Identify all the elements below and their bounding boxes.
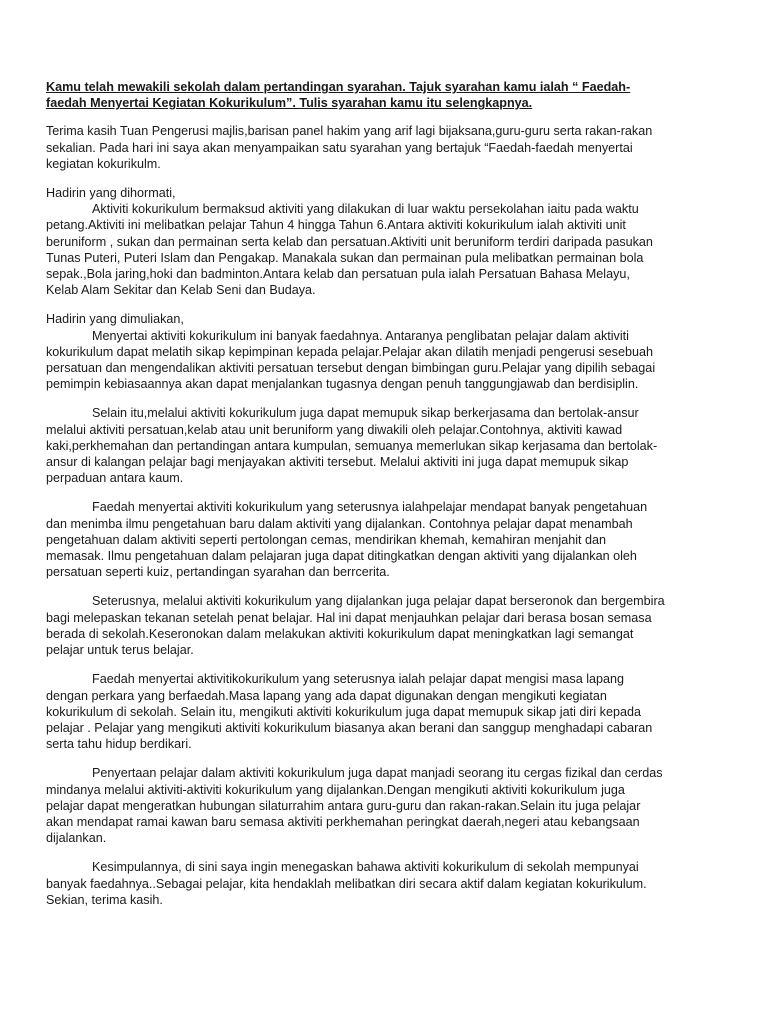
paragraph-conclusion: Kesimpulannya, di sini saya ingin menegaskan bahawa aktiviti kokurikulum di sekolah mempunyai banyak faedahnya..Sebagai pelajar, kita hendaklah melibatkan diri secara aktif dalam kegiatan kokurikulum. Sekian, terima kasih. [46,860,647,907]
salutation-dihormati: Hadirin yang dihormati, [46,186,176,201]
paragraph-enjoyment: Seterusnya, melalui aktiviti kokurikulum yang dijalankan juga pelajar dapat berseronok dan bergembira bagi melepaskan tekanan setelah penat belajar. Hal ini dapat menjauhkan pelajar dari berasa bosan semasa berada di sekolah.Keseronokan dalam melakukan aktiviti kokurikulum dapat meningkatkan lagi semangat pelajar untuk terus belajar. [46,594,665,658]
paragraph-fitness: Penyertaan pelajar dalam aktiviti kokurikulum juga dapat manjadi seorang itu cergas fizikal dan cerdas mindanya melalui aktiviti-aktiviti kokurikulum yang dijalankan.Dengan mengikuti aktiviti kokurikulum juga pelajar dapat mengeratkan hubungan silaturrahim antara guru-guru dan rakan-rakan.Selain itu juga pelajar akan mendapat ramai kawan baru semasa aktiviti perkhemahan peringkat daerah,negeri atau kebangsaan dijalankan. [46,766,663,846]
paragraph-definition: Aktiviti kokurikulum bermaksud aktiviti yang dilakukan di luar waktu persekolahan iaitu pada waktu petang.Aktiviti ini melibatkan pelajar Tahun 4 hingga Tahun 6.Antara aktiviti kokurikulum ialah aktiviti unit beruniform , sukan dan permainan serta kelab dan persatuan.Aktiviti unit beruniform terdiri daripada pasukan Tunas Puteri, Puteri Islam dan Pengakap. Manakala sukan dan permainan pula melibatkan permainan bola sepak.,Bola jaring,hoki dan badminton.Antara kelab dan persatuan pula ialah Persatuan Bahasa Melayu, Kelab Alam Sekitar dan Kelab Seni dan Budaya. [46,202,653,298]
section-1 [46,185,736,298]
paragraph-leadership: Menyertai aktiviti kokurikulum ini banyak faedahnya. Antaranya penglibatan pelajar dalam aktiviti kokurikulum dapat melatih sikap kepimpinan kepada pelajar.Pelajar akan dilatih menjadi pengerusi sesebuah persatuan dan mengendalikan aktiviti persatuan tersebut dengan bimbingan guru.Pelajar yang dipilih sebagai pemimpin kebiasaannya akan dapat menjalankan tugasnya dengan penuh tanggungjawab dan berdisiplin. [46,328,656,392]
salutation-dimuliakan: Hadirin yang dimuliakan, [46,312,184,327]
paragraph-leisure: Faedah menyertai aktivitikokurikulum yang seterusnya ialah pelajar dapat mengisi masa lapang dengan perkara yang berfaedah.Masa lapang yang ada dapat digunakan dengan mengikuti kegiatan kokurikulum di sekolah. Selain itu, mengikuti aktiviti kokurikulum juga dapat memupuk sikap jati diri kepada pelajar . Pelajar yang mengikuti aktiviti kokurikulum biasanya akan berani dan sanggup menghadapi cabaran serta tahu hidup berdikari. [46,672,653,752]
document-body [46,79,736,921]
essay-question-title: Kamu telah mewakili sekolah dalam pertandingan syarahan. Tajuk syarahan kamu ialah “ Faedah- faedah Menyertai Kegiatan Kokurikulum”. Tulis syarahan kamu itu selengkapnya. [46,80,631,111]
paragraph-cooperation: Selain itu,melalui aktiviti kokurikulum juga dapat memupuk sikap berkerjasama dan bertolak-ansur melalui aktiviti persatuan,kelab atau unit beruniform yang diwakili oleh pelajar.Contohnya, aktiviti kawad kaki,perkhemahan dan pertandingan antara kumpulan, semuanya memerlukan sikap kerjasama dan bertolak- ansur di kalangan pelajar bagi menjayakan aktiviti tersebut. Melalui aktiviti ini juga dapat memupuk sikap perpaduan antara kaum. [46,406,658,486]
paragraph-knowledge: Faedah menyertai aktiviti kokurikulum yang seterusnya ialahpelajar mendapat banyak pengetahuan dan menimba ilmu pengetahuan baru dalam aktiviti yang dijalankan. Contohnya pelajar dapat menambah pengetahuan dalam aktiviti seperti pertolongan cemas, mendirikan khemah, kemahiran menjahit dan memasak. Ilmu pengetahuan dalam pelajaran juga dapat ditingkatkan dengan aktiviti yang dijalankan oleh persatuan seperti kuiz, pertandingan syarahan dan berrcerita. [46,500,648,580]
section-2 [46,311,736,392]
opening-paragraph: Terima kasih Tuan Pengerusi majlis,barisan panel hakim yang arif lagi bijaksana,guru-guru serta rakan-rakan sekalian. Pada hari ini saya akan menyampaikan satu syarahan yang bertajuk “Faedah-faedah menyertai kegiatan kokurikulm. [46,124,653,171]
